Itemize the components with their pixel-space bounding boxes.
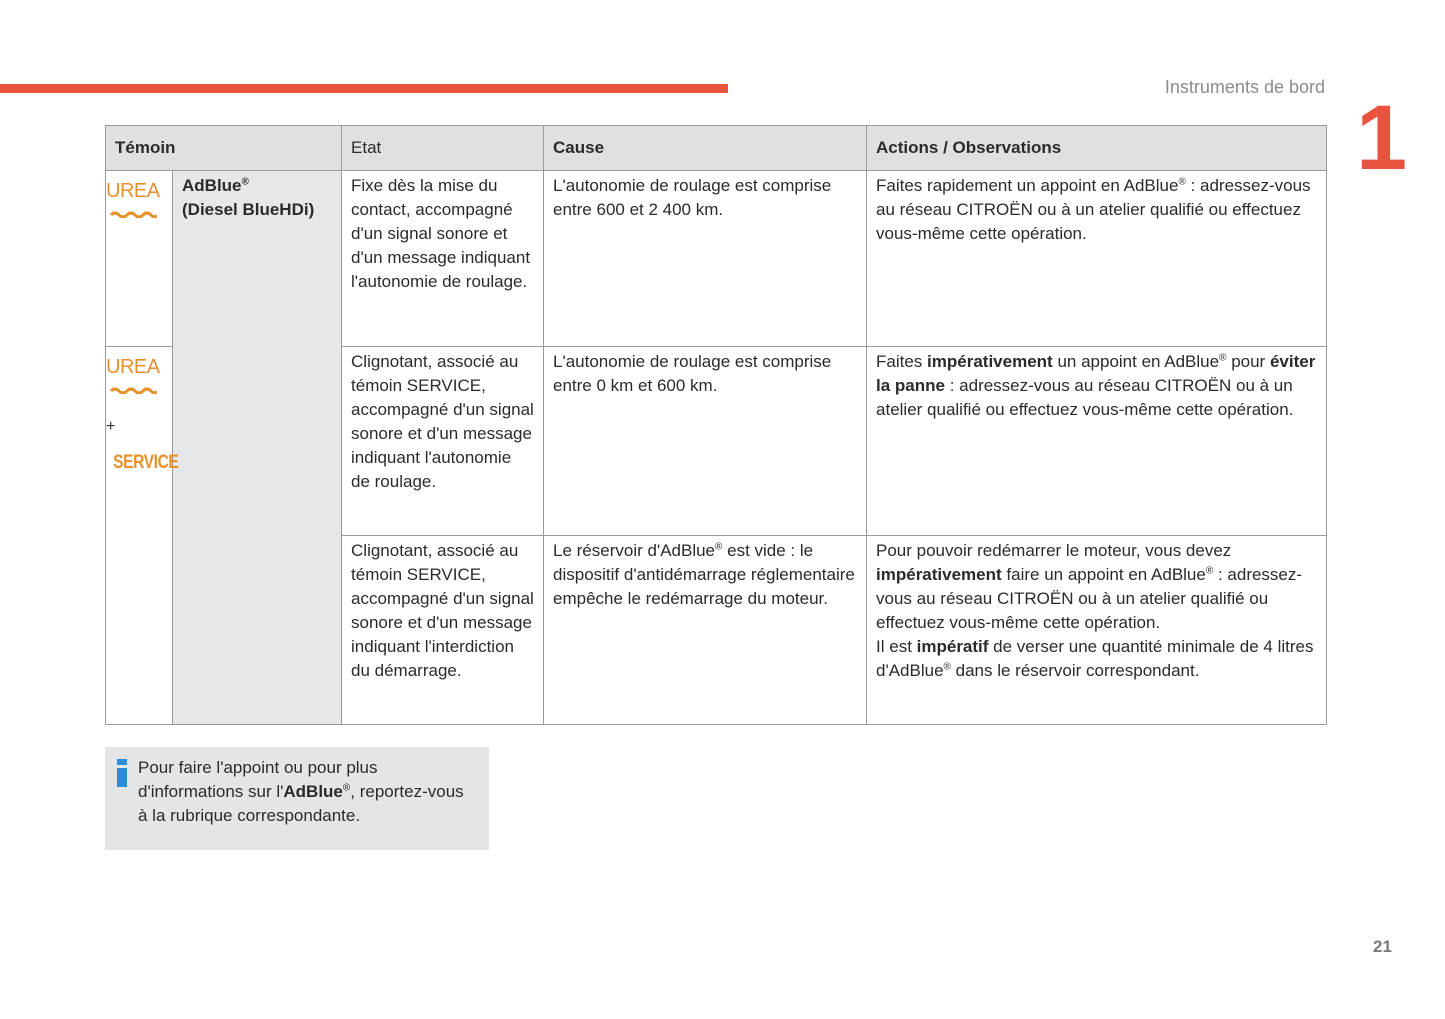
header-temoin: Témoin: [106, 126, 342, 171]
actions-cell: Pour pouvoir redémarrer le moteur, vous devez impérativement faire un appoint en AdBlue® : adressez-vous au réseau CITROËN ou à un atelier qualifié ou effectuez vous-même cette opération. Il est impératif de verser une quantité minimale de 4 litres d'AdBlue® dans le réservoir correspondant.: [867, 536, 1327, 725]
header-cause: Cause: [544, 126, 867, 171]
etat-cell: Clignotant, associé au témoin SERVICE, accompagné d'un signal sonore et d'un message indiquant l'autonomie de roulage.: [342, 347, 544, 536]
cause-cell: L'autonomie de roulage est comprise entre 600 et 2 400 km.: [544, 171, 867, 347]
info-text: Pour faire l'appoint ou pour plus d'informations sur l'AdBlue®, reportez-vous à la rubrique correspondante.: [138, 758, 464, 825]
table-header-row: [106, 126, 1327, 171]
etat-cell: Fixe dès la mise du contact, accompagné d'un signal sonore et d'un message indiquant l'autonomie de roulage.: [342, 171, 544, 347]
info-note: [105, 747, 489, 850]
indicator-variant: (Diesel BlueHDi): [182, 200, 315, 219]
page-number: 21: [1373, 937, 1392, 956]
header-accent-bar: [0, 84, 728, 93]
plus-sign: +: [106, 418, 116, 435]
header-actions: Actions / Observations: [867, 126, 1327, 171]
warning-lights-table: [105, 125, 1327, 725]
urea-warning-icon: UREA: [106, 357, 160, 401]
indicator-icon-cell: [106, 171, 173, 347]
actions-cell: Faites rapidement un appoint en AdBlue® : adressez-vous au réseau CITROËN ou à un atelier qualifié ou effectuez vous-même cette opération.: [867, 171, 1327, 347]
indicator-name-cell: AdBlue® (Diesel BlueHDi): [173, 171, 342, 725]
urea-warning-icon: UREA: [106, 181, 160, 225]
info-icon: [117, 759, 127, 787]
chapter-number: 1: [1356, 87, 1408, 189]
cause-cell: Le réservoir d'AdBlue® est vide : le dispositif d'antidémarrage réglementaire empêche le redémarrage du moteur.: [544, 536, 867, 725]
header-etat: Etat: [342, 126, 544, 171]
section-title: Instruments de bord: [1164, 77, 1325, 97]
indicator-icon-cell: [106, 347, 179, 725]
table-row: [106, 171, 1327, 347]
cause-cell: L'autonomie de roulage est comprise entre 0 km et 600 km.: [544, 347, 867, 536]
service-warning-icon: SERVICE: [113, 452, 179, 473]
etat-cell: Clignotant, associé au témoin SERVICE, accompagné d'un signal sonore et d'un message indiquant l'interdiction du démarrage.: [342, 536, 544, 725]
actions-cell: Faites impérativement un appoint en AdBlue® pour éviter la panne : adressez-vous au réseau CITROËN ou à un atelier qualifié ou effectuez vous-même cette opération.: [867, 347, 1327, 536]
